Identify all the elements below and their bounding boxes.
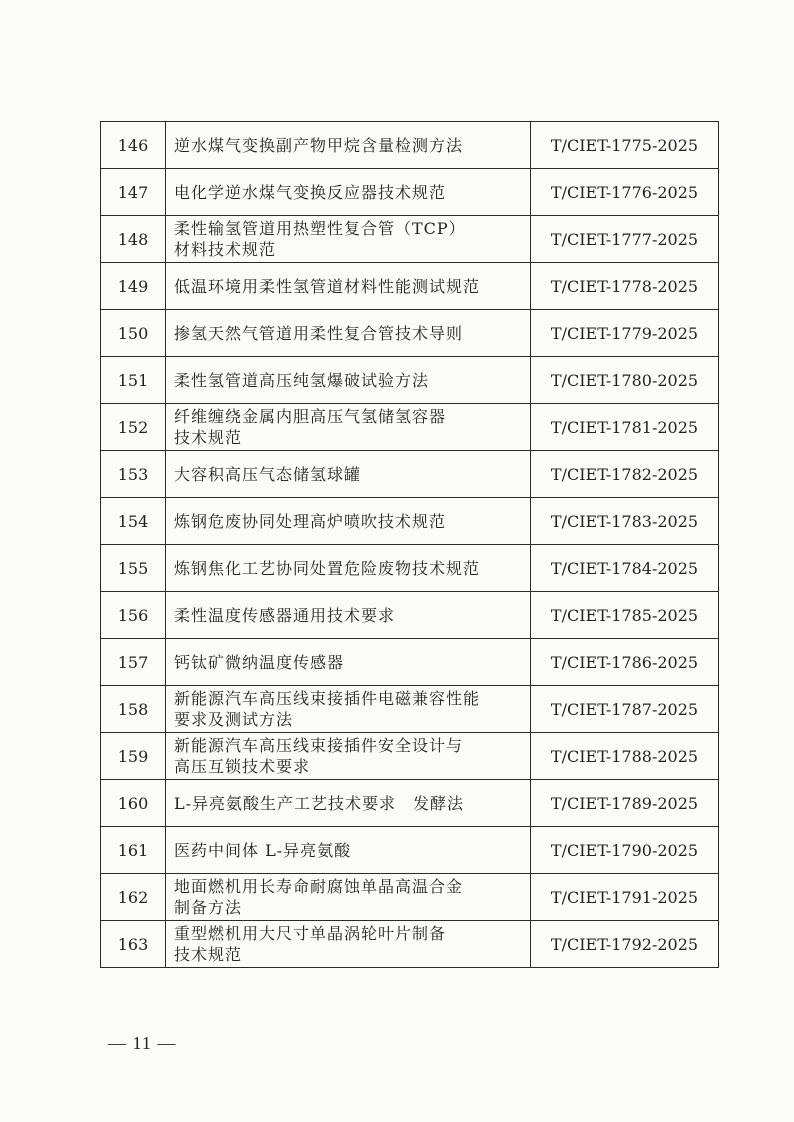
standard-title-line: 新能源汽车高压线束接插件电磁兼容性能: [174, 689, 481, 708]
standard-title-line: 柔性氢管道高压纯氢爆破试验方法: [174, 370, 430, 390]
standard-code: T/CIET-1783-2025: [531, 498, 719, 545]
table-row: [101, 498, 719, 545]
standard-title: [166, 639, 531, 686]
row-number: 149: [101, 263, 166, 310]
row-number: 154: [101, 498, 166, 545]
table-row: [101, 545, 719, 592]
table-row: [101, 404, 719, 451]
standard-title: [166, 498, 531, 545]
table-row: [101, 451, 719, 498]
standard-title-line: 地面燃机用长寿命耐腐蚀单晶高温合金: [174, 877, 464, 896]
table-row: [101, 874, 719, 921]
standard-title-line: 重型燃机用大尺寸单晶涡轮叶片制备: [174, 924, 447, 943]
standard-title-line: 高压互锁技术要求: [174, 757, 311, 776]
page-number: — 11 —: [108, 1033, 177, 1053]
standard-title-line: 炼钢焦化工艺协同处置危险废物技术规范: [174, 558, 481, 578]
standard-title: [166, 310, 531, 357]
standard-code: T/CIET-1792-2025: [531, 921, 719, 968]
table-row: [101, 780, 719, 827]
standard-title-line: 钙钛矿微纳温度传感器: [174, 652, 345, 672]
table-row: [101, 357, 719, 404]
standard-title-line: 柔性温度传感器通用技术要求: [174, 605, 396, 625]
standard-title-line: 要求及测试方法: [174, 710, 294, 729]
standard-title-line: 新能源汽车高压线束接插件安全设计与: [174, 736, 464, 755]
standard-title: [166, 263, 531, 310]
standard-title-line: 技术规范: [174, 428, 243, 447]
table-row: [101, 592, 719, 639]
standard-title: [166, 122, 531, 169]
standard-code: T/CIET-1791-2025: [531, 874, 719, 921]
row-number: 150: [101, 310, 166, 357]
table-row: [101, 686, 719, 733]
standard-title: [166, 733, 531, 780]
standard-code: T/CIET-1779-2025: [531, 310, 719, 357]
row-number: 161: [101, 827, 166, 874]
standard-code: T/CIET-1777-2025: [531, 216, 719, 263]
standards-table: [100, 121, 719, 968]
row-number: 155: [101, 545, 166, 592]
standard-title-line: L-异亮氨酸生产工艺技术要求 发酵法: [174, 793, 465, 813]
row-number: 162: [101, 874, 166, 921]
standard-title: [166, 921, 531, 968]
standard-title-line: 大容积高压气态储氢球罐: [174, 464, 362, 484]
table-row: [101, 827, 719, 874]
standard-code: T/CIET-1786-2025: [531, 639, 719, 686]
row-number: 151: [101, 357, 166, 404]
row-number: 160: [101, 780, 166, 827]
table-row: [101, 639, 719, 686]
standard-code: T/CIET-1776-2025: [531, 169, 719, 216]
standard-title-line: 材料技术规范: [174, 240, 277, 259]
standard-title: [166, 686, 531, 733]
table-row: [101, 733, 719, 780]
table-row: [101, 310, 719, 357]
standard-code: T/CIET-1788-2025: [531, 733, 719, 780]
row-number: 163: [101, 921, 166, 968]
standard-title-line: 纤维缠绕金属内胆高压气氢储氢容器: [174, 407, 447, 426]
standard-title-line: 柔性输氢管道用热塑性复合管（TCP）: [174, 219, 466, 238]
row-number: 157: [101, 639, 166, 686]
standards-table-body: [101, 122, 719, 968]
standard-title-line: 逆水煤气变换副产物甲烷含量检测方法: [174, 135, 464, 155]
standard-title: [166, 780, 531, 827]
standard-title: [166, 827, 531, 874]
standard-code: T/CIET-1784-2025: [531, 545, 719, 592]
standard-title: [166, 169, 531, 216]
standard-code: T/CIET-1775-2025: [531, 122, 719, 169]
table-row: [101, 122, 719, 169]
standard-title: [166, 404, 531, 451]
standard-title: [166, 357, 531, 404]
standard-title: [166, 451, 531, 498]
standard-title: [166, 545, 531, 592]
standard-title-line: 低温环境用柔性氢管道材料性能测试规范: [174, 276, 481, 296]
standard-title: [166, 216, 531, 263]
standard-code: T/CIET-1790-2025: [531, 827, 719, 874]
standard-title-line: 电化学逆水煤气变换反应器技术规范: [174, 182, 447, 202]
standard-title: [166, 874, 531, 921]
standard-code: T/CIET-1780-2025: [531, 357, 719, 404]
standard-code: T/CIET-1782-2025: [531, 451, 719, 498]
standard-title-line: 医药中间体 L-异亮氨酸: [174, 840, 352, 860]
standard-title-line: 制备方法: [174, 898, 243, 917]
row-number: 153: [101, 451, 166, 498]
standard-title-line: 掺氢天然气管道用柔性复合管技术导则: [174, 323, 464, 343]
standard-code: T/CIET-1781-2025: [531, 404, 719, 451]
standard-title: [166, 592, 531, 639]
standard-title-line: 炼钢危废协同处理高炉喷吹技术规范: [174, 511, 447, 531]
table-row: [101, 169, 719, 216]
table-row: [101, 216, 719, 263]
row-number: 152: [101, 404, 166, 451]
standard-code: T/CIET-1787-2025: [531, 686, 719, 733]
table-row: [101, 263, 719, 310]
row-number: 148: [101, 216, 166, 263]
row-number: 158: [101, 686, 166, 733]
row-number: 156: [101, 592, 166, 639]
row-number: 147: [101, 169, 166, 216]
row-number: 146: [101, 122, 166, 169]
standard-title-line: 技术规范: [174, 945, 243, 964]
standard-code: T/CIET-1789-2025: [531, 780, 719, 827]
row-number: 159: [101, 733, 166, 780]
standard-code: T/CIET-1785-2025: [531, 592, 719, 639]
table-row: [101, 921, 719, 968]
standard-code: T/CIET-1778-2025: [531, 263, 719, 310]
